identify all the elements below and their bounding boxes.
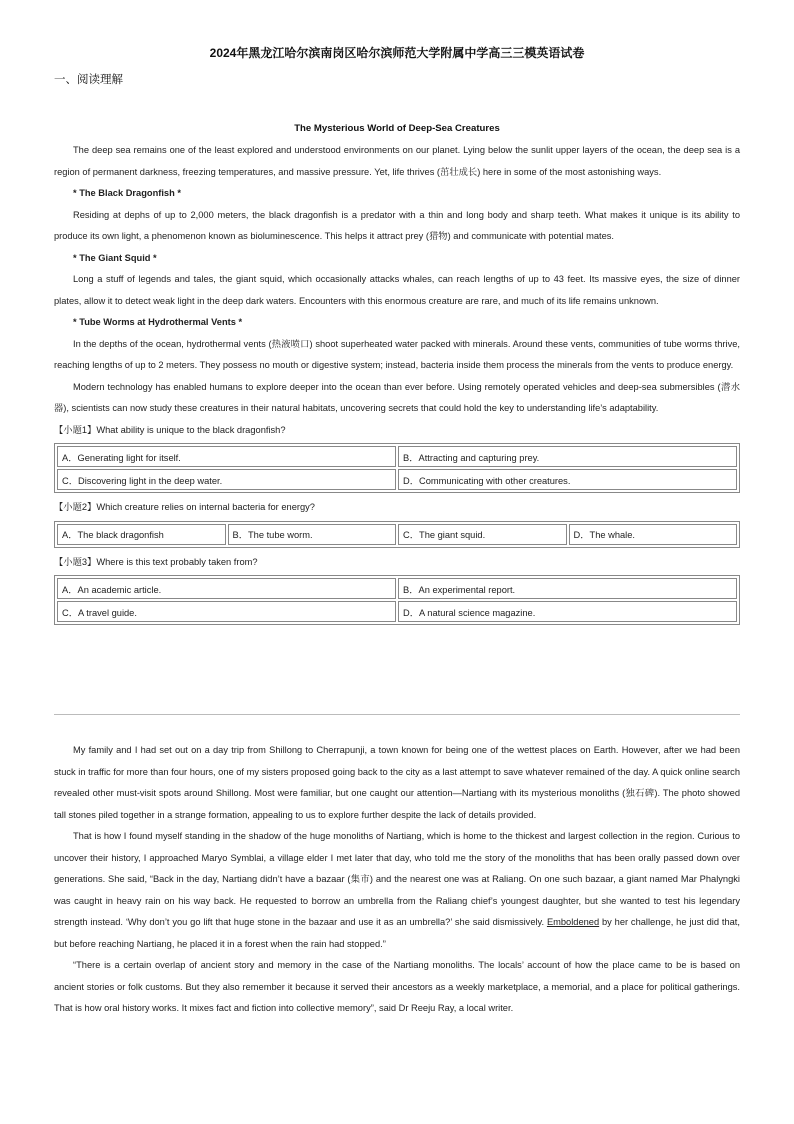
paragraph: Modern technology has enabled humans to explore deeper into the ocean than ever before. Using remotely operated vehicles and deep-sea submersibles (潜水器), scientists can now study these creatures in their natural habitats, uncovering secrets that could hold the key to understanding life’s adaptability.: [54, 381, 740, 413]
paragraph: Residing at dephs of up to 2,000 meters, the black dragonfish is a predator with a thin and long body and sharp teeth. What makes it unique is its ability to produce its own light, a phenomenon known as bioluminescence. This helps it attract prey (猎物) and communicate with potential mates.: [54, 209, 740, 241]
passage-1: [54, 140, 740, 629]
question-stem: 【小题1】What ability is unique to the black dragonfish?: [54, 424, 286, 435]
question-stem: 【小题3】Where is this text probably taken from?: [54, 556, 258, 567]
subheading-tube-worms: * Tube Worms at Hydrothermal Vents *: [73, 317, 243, 327]
paragraph-text: by her challenge, he just did that, but before reaching Nartiang, he placed it in a forest when the rain had stopped.”: [54, 917, 740, 949]
paragraph: “There is a certain overlap of ancient story and memory in the case of the Nartiang monoliths. The locals’ account of how the place came to be is based on ancient stories or folk customs. But they also remember it because it served their ancestors as a weekly marketplace, a memorial, and a place for political gatherings. That is how oral history works. It mixes fact and fiction into collective memory”, said Dr Reeju Ray, a local writer.: [54, 960, 740, 1013]
section-divider: [54, 714, 740, 715]
option-a[interactable]: A．Generating light for itself.: [57, 446, 396, 467]
option-a[interactable]: A．An academic article.: [57, 578, 396, 599]
paragraph: My family and I had set out on a day trip from Shillong to Cherrapunji, a town known for being one of the wettest places on Earth. However, after we had been stuck in traffic for more than four hours, one of my sisters proposed going back to the city as a last attempt to save whatever remained of the day. A quick online search revealed other must-visit spots around Shillong. Most were familiar, but one caught our attention—Nartiang with its mysterious monoliths (独石碑). The photo showed tall stones piled together in a strange formation, appealing to us to explore further despite the lack of details provided.: [54, 745, 740, 820]
option-d[interactable]: D．A natural science magazine.: [398, 601, 737, 622]
question-stem: 【小题2】Which creature relies on internal bacteria for energy?: [54, 502, 315, 512]
option-b[interactable]: B．An experimental report.: [398, 578, 737, 599]
paragraph-text: That is how I found myself standing in the shadow of the huge monoliths of Nartiang, which is home to the thickest and largest collection in the region. Curious to uncover their history, I approached Maryo Symblai, a village elder I met later that day, who told me the story of the monoliths that has been orally passed down over generations. She said, “Back in the day, Nartiang didn’t have a bazaar (集市) and the nearest one was at Raliang. On one such bazaar, a giant named Mar Phalyngki was caught in heavy rain on his way back. He requested to borrow an umbrella from the Raliang chief’s youngest daughter, but she wanted to test his legendary strength instead. ‘Why don’t you go lift that huge stone in the bazaar and use it as an umbrella?’ she said dismissively.: [54, 831, 740, 927]
option-b[interactable]: B．The tube worm.: [228, 524, 397, 545]
option-c[interactable]: C．Discovering light in the deep water.: [57, 469, 396, 490]
option-d[interactable]: D．The whale.: [569, 524, 738, 545]
options-table: [54, 521, 740, 548]
option-d[interactable]: D．Communicating with other creatures.: [398, 469, 737, 490]
paragraph: Long a stuff of legends and tales, the giant squid, which occasionally attacks whales, can reach lengths of up to 43 feet. Its massive eyes, the size of dinner plates, allow it to detect weak light in the deep dark waters. Encounters with this enormous creature are rare, and much of its life remains unknown.: [54, 274, 740, 306]
paragraph: [54, 826, 740, 955]
option-a[interactable]: A．The black dragonfish: [57, 524, 226, 545]
underlined-word: Emboldened: [546, 917, 600, 927]
subheading-dragonfish: * The Black Dragonfish *: [73, 188, 181, 198]
passage-2: [54, 740, 740, 1020]
passage-title: The Mysterious World of Deep-Sea Creatures: [294, 123, 500, 134]
option-c[interactable]: C．A travel guide.: [57, 601, 396, 622]
paragraph: In the depths of the ocean, hydrothermal vents (热液喷口) shoot superheated water packed with minerals. Around these vents, communities of tube worms thrive, reaching lengths of up to 2 meters. They possess no mouth or digestive system; instead, bacteria inside them process the minerals from the vents to produce energy.: [54, 338, 740, 370]
option-c[interactable]: C．The giant squid.: [398, 524, 567, 545]
option-b[interactable]: B．Attracting and capturing prey.: [398, 446, 737, 467]
subheading-giant-squid: * The Giant Squid *: [73, 252, 157, 263]
options-table: [54, 443, 740, 493]
section-title: 一、阅读理解: [54, 74, 123, 86]
paragraph: The deep sea remains one of the least explored and understood environments on our planet. Lying below the sunlit upper layers of the ocean, the deep sea is a region of permanent darkness, freezing temperatures, and massive pressure. Yet, life thrives (茁壮成长) here in some of the most astonishing ways.: [54, 145, 740, 177]
document-title: 2024年黑龙江哈尔滨南岗区哈尔滨师范大学附属中学高三三模英语试卷: [209, 46, 585, 60]
options-table: [54, 575, 740, 625]
